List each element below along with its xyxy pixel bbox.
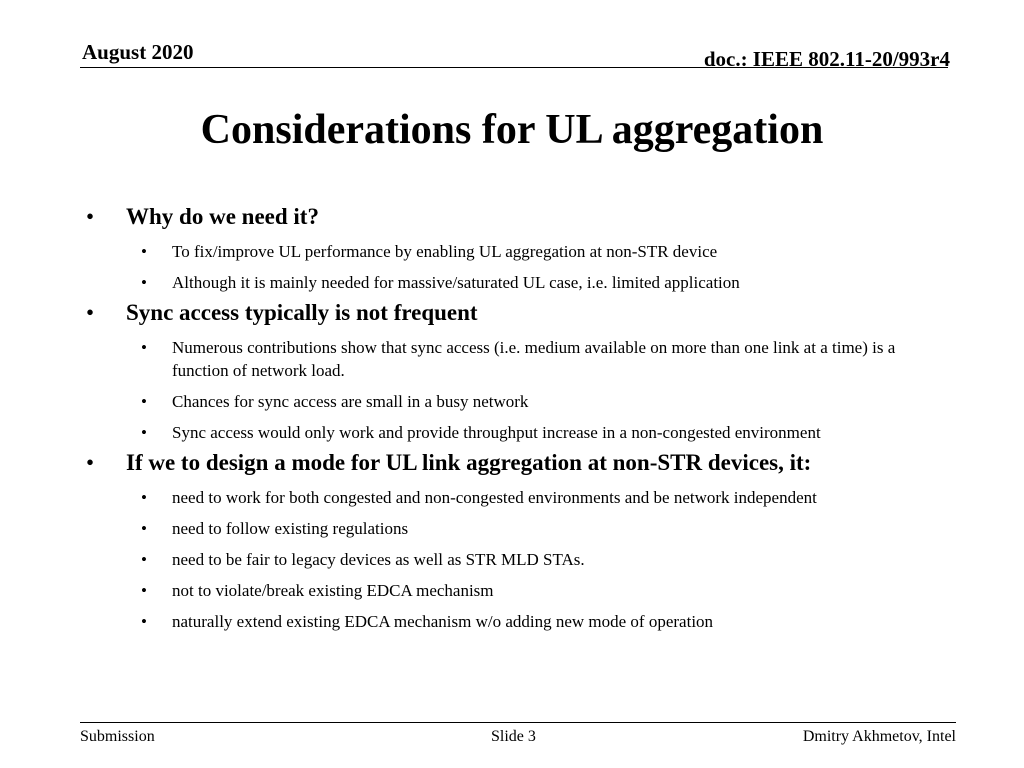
sub-bullet-text: Numerous contributions show that sync access (i.e. medium available on more than one link at a time) is a function of network load. <box>172 338 896 380</box>
footer-slide-number: Slide 3 <box>491 728 536 745</box>
bullet-1 <box>86 202 956 232</box>
sub-bullet-text: To fix/improve UL performance by enabling UL aggregation at non-STR device <box>172 242 718 261</box>
bullet-3 <box>86 448 956 478</box>
slide-content <box>86 202 956 633</box>
header-divider <box>80 67 948 68</box>
bullet-2-text: Sync access typically is not frequent <box>126 300 478 325</box>
sub-bullet-text: not to violate/break existing EDCA mechanism <box>172 581 494 600</box>
sub-bullet-text: Although it is mainly needed for massive/saturated UL case, i.e. limited application <box>172 273 740 292</box>
sub-bullet <box>86 336 956 382</box>
sub-bullet <box>86 421 956 444</box>
bullet-marker: • <box>86 204 95 229</box>
bullet-marker: • <box>141 242 147 261</box>
bullet-marker: • <box>141 612 147 631</box>
sub-bullet <box>86 517 956 540</box>
bullet-1-text: Why do we need it? <box>126 204 319 229</box>
bullet-marker: • <box>141 273 147 292</box>
footer-divider <box>80 722 956 723</box>
sub-bullet <box>86 548 956 571</box>
sub-bullet <box>86 390 956 413</box>
bullet-marker: • <box>141 550 147 569</box>
bullet-3-text: If we to design a mode for UL link aggregation at non-STR devices, it: <box>126 450 812 475</box>
sub-bullet <box>86 579 956 602</box>
bullet-marker: • <box>86 300 95 325</box>
bullet-marker: • <box>141 392 147 411</box>
sub-bullet-text: need to follow existing regulations <box>172 519 409 538</box>
bullet-marker: • <box>141 423 147 442</box>
bullet-marker: • <box>141 581 147 600</box>
sub-bullet-text: need to work for both congested and non-congested environments and be network independent <box>172 488 817 507</box>
bullet-marker: • <box>141 488 147 507</box>
slide-title: Considerations for UL aggregation <box>200 107 824 153</box>
sub-bullet <box>86 271 956 294</box>
bullet-marker: • <box>141 519 147 538</box>
sub-bullet-text: Sync access would only work and provide throughput increase in a non-congested environment <box>172 423 821 442</box>
sub-bullet-text: Chances for sync access are small in a busy network <box>172 392 529 411</box>
sub-bullet <box>86 240 956 263</box>
sub-bullet-text: need to be fair to legacy devices as well as STR MLD STAs. <box>172 550 585 569</box>
bullet-marker: • <box>86 450 95 475</box>
sub-bullet-text: naturally extend existing EDCA mechanism w/o adding new mode of operation <box>172 612 714 631</box>
bullet-2 <box>86 298 956 328</box>
header-doc-id: doc.: IEEE 802.11-20/993r4 <box>703 47 950 71</box>
bullet-marker: • <box>141 338 147 357</box>
footer-submission: Submission <box>80 728 155 745</box>
header-date: August 2020 <box>82 40 194 64</box>
sub-bullet <box>86 610 956 633</box>
footer-author: Dmitry Akhmetov, Intel <box>802 728 956 745</box>
sub-bullet <box>86 486 956 509</box>
